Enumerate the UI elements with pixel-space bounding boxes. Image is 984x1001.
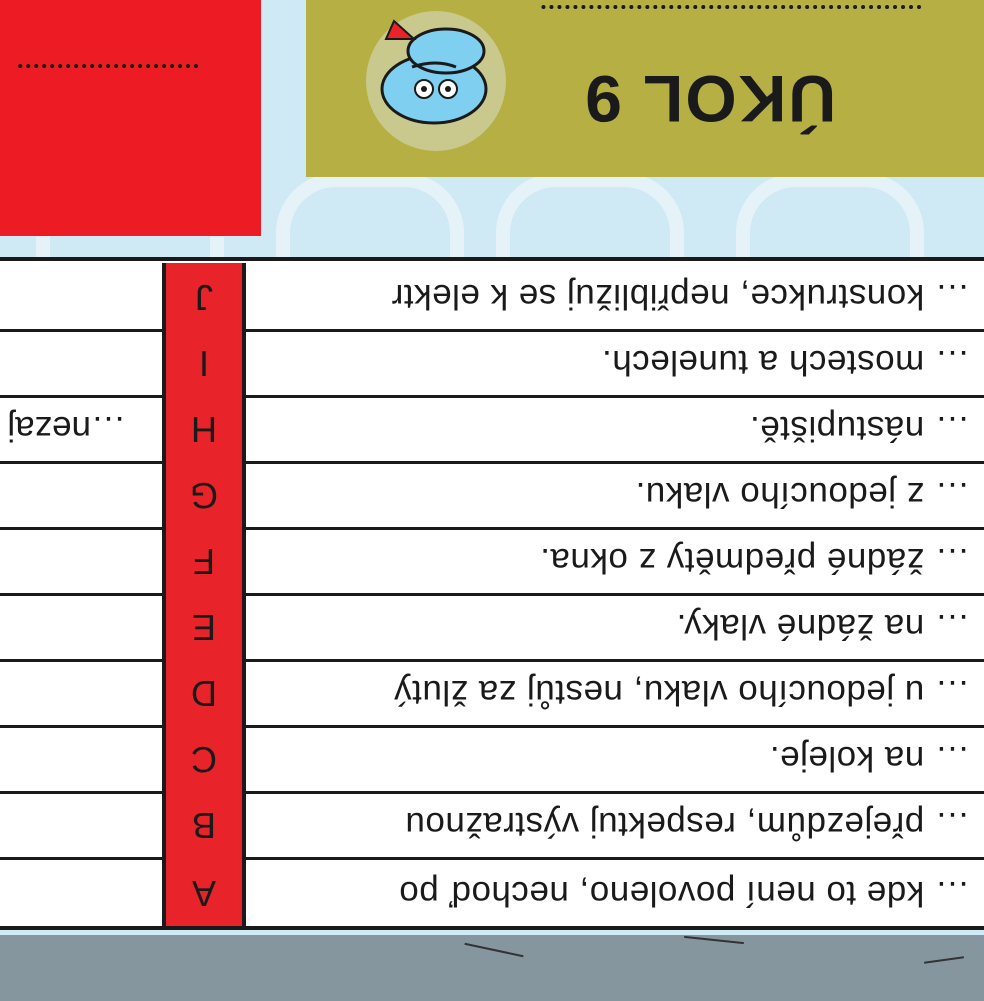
row-text: … na žádné vlaky. [676, 607, 970, 646]
table-row [0, 860, 984, 926]
row-text: … nástupiště. [749, 409, 970, 448]
row-text: … u jedoucího vlaku, nestůj za žlutý [393, 673, 970, 712]
page-title: ÚKOL 9 [583, 62, 836, 136]
red-corner-panel [0, 0, 261, 236]
row-letter: I [162, 329, 246, 398]
table-row [0, 329, 984, 398]
row-text: … na koleje. [769, 739, 970, 778]
row-text: … konstrukce, nepřibližuj se k elektr [391, 277, 970, 316]
dotted-answer-line [541, 5, 921, 9]
row-text: … kde to není povoleno, nechoď po [398, 874, 970, 913]
cartoon-character-icon [366, 11, 506, 151]
table-row [0, 725, 984, 794]
table-row [0, 791, 984, 860]
table-row [0, 461, 984, 530]
row-letter: H [162, 395, 246, 464]
row-letter: E [162, 593, 246, 662]
row-letter: A [162, 860, 246, 926]
row-letter: D [162, 659, 246, 728]
row-letter: F [162, 527, 246, 596]
table-row [0, 527, 984, 596]
matching-table [0, 257, 984, 930]
row-right-text: …nezaj [7, 409, 126, 448]
table-row [0, 659, 984, 728]
row-letter: C [162, 725, 246, 794]
row-text: … z jedoucího vlaku. [635, 475, 970, 514]
table-row [0, 593, 984, 662]
gray-illustration-band [0, 935, 984, 1001]
row-text: … přejezdům, respektuj výstražnou [404, 805, 970, 844]
dotted-answer-line [18, 64, 198, 68]
row-letter: B [162, 791, 246, 860]
table-row [0, 263, 984, 332]
row-text: … žádné předměty z okna. [539, 541, 970, 580]
row-letter: J [162, 263, 246, 332]
table-row [0, 395, 984, 464]
row-text: … mostech a tunelech. [601, 343, 970, 382]
row-letter: G [162, 461, 246, 530]
